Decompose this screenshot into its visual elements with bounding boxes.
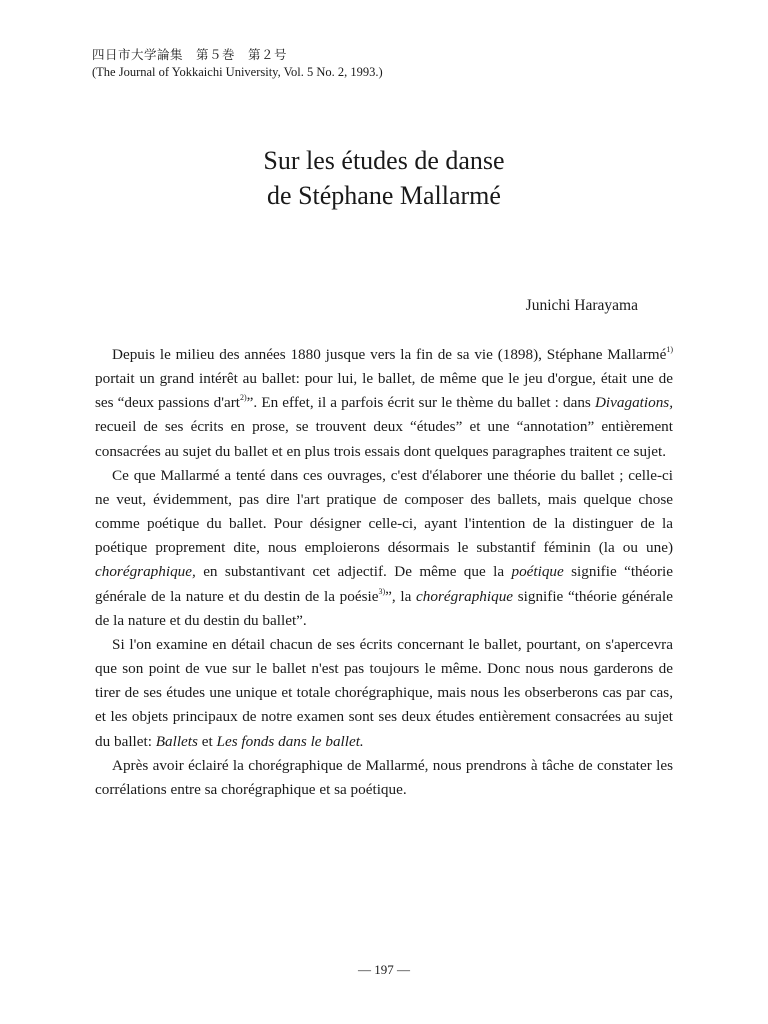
text-run: portait un grand intérêt au ballet: pour lui, le ballet, de même que le jeu d'orgue, était une de ses “deux passions d'art [95,370,673,412]
journal-name-japanese: 四日市大学論集 第５巻 第２号 [92,48,288,62]
text-run: et [197,732,217,750]
text-run: signifie “théorie générale de la nature et du destin de la poésie [95,563,673,605]
footnote-ref: 1) [666,345,673,354]
article-body [95,343,673,802]
journal-name-english: (The Journal of Yokkaichi University, Vol. 5 No. 2, 1993.) [92,65,383,79]
paragraph-2 [95,464,673,633]
text-run: recueil de ses écrits en prose, se trouvent deux “études” et une “annotation” entièrement consacrées au sujet du ballet et en plus trois essais dont quelques paragraphes traitent ce sujet. [95,418,673,460]
page-number: — 197 — [358,962,410,977]
title-line-2: de Stéphane Mallarmé [267,181,501,210]
italic-text: poétique [511,563,564,581]
paragraph-4 [95,754,673,802]
text-run: ”. En effet, il a parfois écrit sur le thème du ballet : dans [246,394,595,412]
title-line-1: Sur les études de danse [263,146,505,175]
author-name: Junichi Harayama [525,297,638,314]
italic-text: chorégraphique [416,587,514,605]
article-title [0,143,768,213]
italic-text: Les fonds dans le ballet. [216,732,364,750]
text-run: en substantivant cet adjectif. De même que la [195,563,512,581]
text-run: Si l'on examine en détail chacun de ses écrits concernant le ballet, pourtant, on s'apercevra que son point de vue sur le ballet n'est pas toujours le même. Donc nous nous garderons de tirer de ses études une unique et totale chorégraphique, mais nous les obserberons cas par cas, et les objets principaux de notre examen sont ses deux études entièrement consacrées au sujet du ballet: [95,635,673,750]
paragraph-3 [95,633,673,754]
italic-text: chorégraphique, [95,563,196,581]
text-run: Ce que Mallarmé a tenté dans ces ouvrages, c'est d'élaborer une théorie du ballet ; celle-ci ne veut, évidemment, pas dire l'art pratique de composer des ballets, mais quelque chose comme poétique du ballet. Pour désigner celle-ci, ayant l'intention de la distinguer de la poétique proprement dite, nous emploierons désormais le substantif féminin (la ou une) [95,466,673,557]
text-run: signifie “théorie générale de la nature et du destin du ballet”. [95,587,674,629]
text-run: Après avoir éclairé la chorégraphique de Mallarmé, nous prendrons à tâche de constater les corrélations entre sa chorégraphique et sa poétique. [95,756,673,798]
italic-text: Divagations, [594,394,673,412]
text-run: Depuis le milieu des années 1880 jusque vers la fin de sa vie (1898), Stéphane Mallarmé [112,346,667,363]
footnote-ref: 3) [378,586,386,596]
italic-text: Ballets [155,732,198,750]
paragraph-1 [95,343,673,464]
footnote-ref: 2) [240,393,247,403]
text-run: ”, la [385,587,417,605]
journal-header [92,47,383,81]
